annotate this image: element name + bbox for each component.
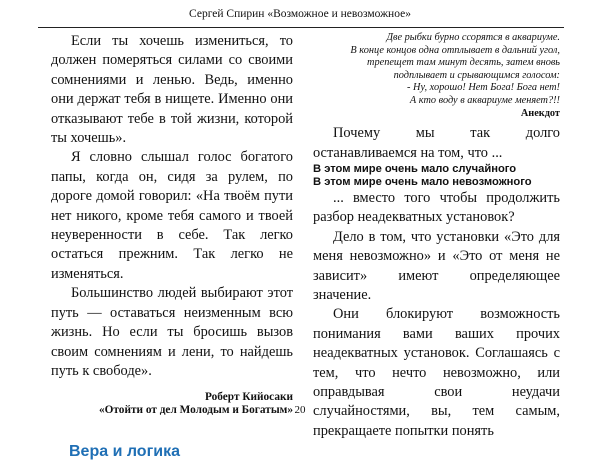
- right-paragraph-1: Почему мы так долго останавливаемся на том, что ...: [313, 125, 560, 161]
- left-body: [51, 32, 293, 381]
- epigraph: [313, 32, 560, 108]
- epigraph-line-2: В конце концов одна отплывает в дальний угол, трепещет там минут десять, затем вновь подплывает и срывающимся голосом:: [350, 44, 560, 81]
- epigraph-line-3: - Ну, хорошо! Нет Бога! Бога нет!: [407, 82, 560, 94]
- page-number: 20: [294, 404, 306, 416]
- right-column: [313, 32, 560, 441]
- left-paragraph-3: Большинство людей выбирают этот путь — оставаться неизменным всю жизнь. Но если ты бросишь вызов своим сомнениям и лени, то найдешь путь к свободе».: [51, 285, 293, 379]
- quote-book: «Отойти от дел Молодым и Богатым»: [98, 404, 293, 417]
- running-header: Сергей Спирин «Возможное и невозможное»: [189, 8, 411, 20]
- quote-author: Роберт Кийосаки: [205, 391, 293, 404]
- header-rule: [38, 27, 564, 28]
- right-paragraph-3: Дело в том, что установки «Это для меня невозможно» и «Это от меня не зависит» имеют определяющее значение.: [313, 228, 560, 303]
- highlight-line-2: В этом мире очень мало невозможного: [313, 175, 532, 188]
- section-title: Вера и логика: [69, 443, 180, 461]
- left-column: [51, 32, 293, 461]
- right-paragraph-4: Они блокируют возможность понимания вами ваших прочих неадекватных установок. Соглашаясь с тем, что нечто невозможно, или оправдывая свои неудачи случайностями, вы, тем самым, прекращаете попытки понять: [313, 306, 560, 439]
- epigraph-line-4: А кто воду в аквариуме меняет?!!: [409, 94, 560, 106]
- right-paragraph-2: ... вместо того чтобы продолжить разбор неадекватных установок?: [313, 189, 560, 226]
- left-paragraph-1: Если ты хочешь измениться, то должен померяться силами со своими сомнениями и ленью. Ведь, именно они держат тебя в нищете. Именно они отказывают тебе в той жизни, которой ты хочешь».: [51, 33, 293, 147]
- right-body: [313, 124, 560, 441]
- epigraph-source: Анекдот: [520, 107, 560, 119]
- left-paragraph-2: Я словно слышал голос богатого папы, когда он, сидя за рулем, по дороге домой говорил: «На твоём пути нет никого, кроме тебя самого и твоей неуверенности в себе. Так легко остаться прежним. Так легко не изменяться.: [51, 149, 293, 282]
- epigraph-line-1: Две рыбки бурно ссорятся в аквариуме.: [386, 32, 560, 43]
- highlight-line-1: В этом мире очень мало случайного: [313, 162, 517, 175]
